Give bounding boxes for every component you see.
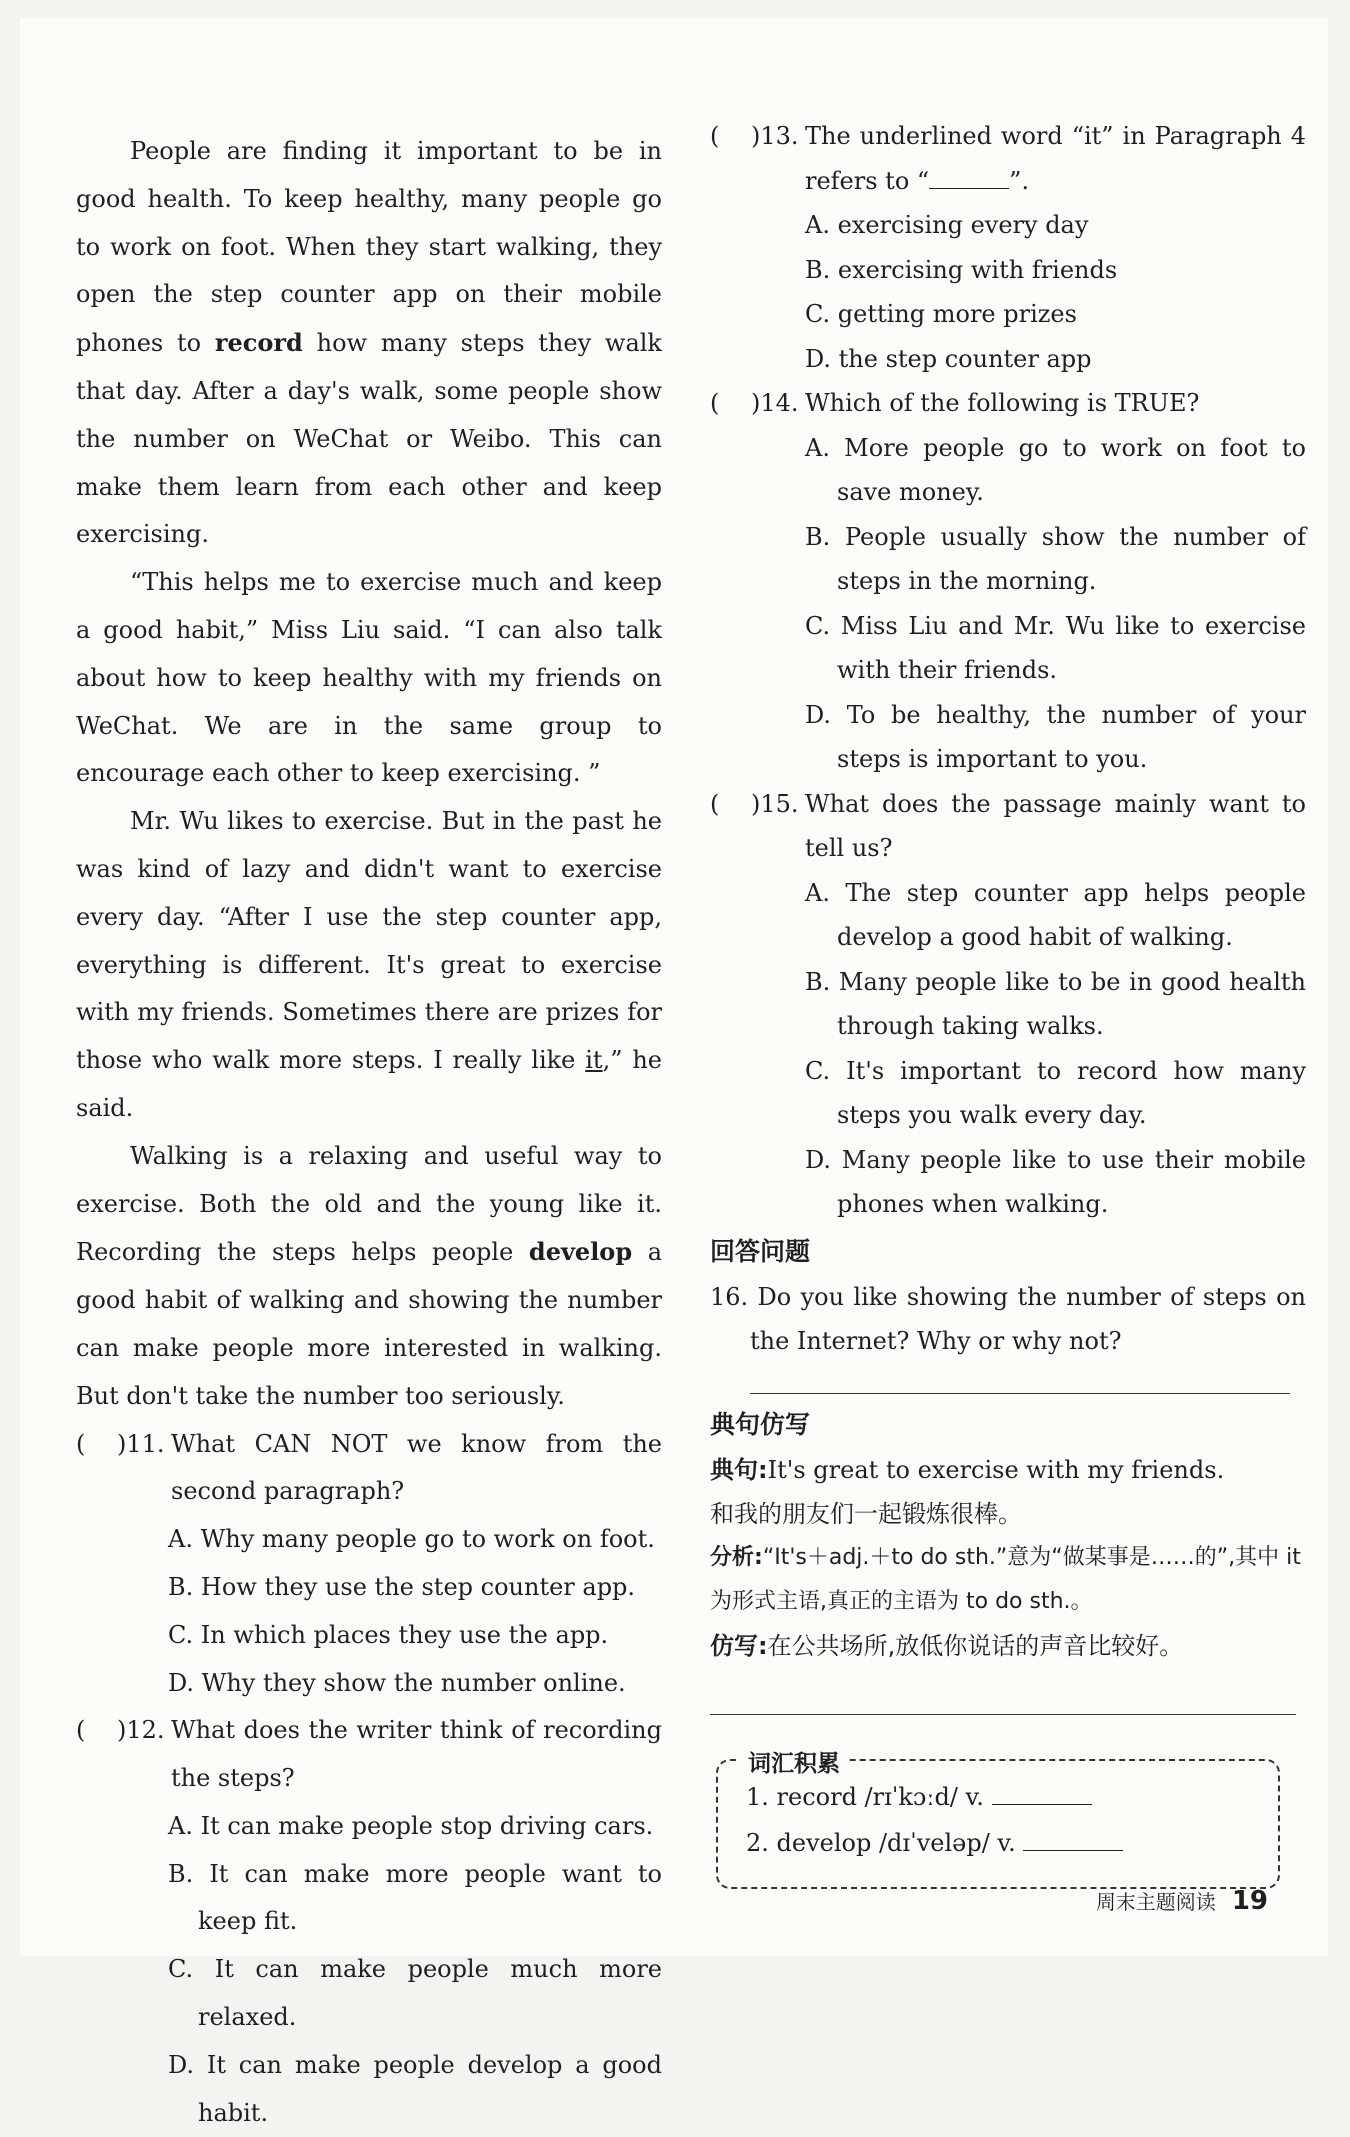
option-c: C. getting more prizes — [805, 300, 1077, 328]
question-12 — [76, 1707, 662, 2137]
question-14 — [710, 381, 1306, 782]
example-text: It's great to exercise with my friends. — [767, 1455, 1225, 1484]
fill-blank[interactable] — [929, 168, 1009, 189]
vocab-blank[interactable] — [992, 1786, 1092, 1805]
page — [20, 18, 1328, 2127]
passage-paragraph-1 — [76, 128, 662, 559]
passage-text: Walking is a relaxing and useful way to exercise. Both the old and the young like it. Recording the steps helps people — [76, 1141, 662, 1267]
imitation-answer-line[interactable] — [710, 1668, 1296, 1715]
page-footer — [1096, 1886, 1268, 1916]
question-stem — [710, 114, 1306, 203]
underlined-word: it — [585, 1046, 603, 1075]
answer-section-title: 回答问题 — [710, 1236, 811, 1266]
example-translation: 和我的朋友们一起锻炼很棒。 — [710, 1499, 1022, 1528]
vocab-title: 词汇积累 — [740, 1745, 848, 1778]
option-b: B. It can make more people want to keep fit. — [168, 1859, 662, 1936]
imitation-task — [710, 1624, 1306, 1668]
question-13 — [710, 114, 1306, 381]
passage-paragraph-3 — [76, 798, 662, 1133]
answer-bracket[interactable]: ( )11. — [76, 1429, 165, 1458]
keyword-develop: develop — [528, 1237, 633, 1267]
keyword-record: record — [214, 328, 303, 358]
left-column — [76, 128, 662, 2137]
right-column — [710, 114, 1306, 1889]
option-b: B. How they use the step counter app. — [168, 1572, 636, 1601]
vocab-box — [716, 1750, 1280, 1889]
option-a: A. exercising every day — [805, 211, 1089, 239]
option-c: C. Miss Liu and Mr. Wu like to exercise with their friends. — [805, 611, 1306, 684]
footer-label: 周末主题阅读 — [1095, 1890, 1216, 1914]
vocab-text: 1. record /rɪˈkɔːd/ v. — [746, 1782, 984, 1811]
passage-text: a good habit of walking and showing the number can make people more interested in walking. But don't take the number too seriously. — [76, 1238, 663, 1410]
passage-text: Mr. Wu likes to exercise. But in the past he was kind of lazy and didn't want to exercise every day. “After I use the step counter app, everything is different. It's great to exercise with my friends. Sometimes there are prizes for those who walk more steps. I really like — [76, 807, 662, 1075]
answer-bracket[interactable]: ( )12. — [76, 1716, 165, 1745]
passage-text: People are finding it important to be in good health. To keep healthy, many people go to work on foot. When they start walking, they open the step counter app on their mobile phones to — [76, 137, 662, 358]
option-c: C. In which places they use the app. — [168, 1620, 609, 1649]
option-a: A. Why many people go to work on foot. — [168, 1525, 655, 1554]
imitation-section-title: 典句仿写 — [710, 1409, 811, 1439]
imitate-text: 在公共场所,放低你说话的声音比较好。 — [767, 1631, 1184, 1660]
question-15 — [710, 782, 1306, 1227]
vocab-item-record — [746, 1783, 1092, 1811]
option-c: C. It can make people much more relaxed. — [168, 1955, 662, 2032]
answer-line[interactable] — [750, 1363, 1290, 1394]
vocab-blank[interactable] — [1023, 1832, 1123, 1851]
option-a: A. The step counter app helps people develop a good habit of walking. — [805, 878, 1306, 951]
vocab-item-develop — [746, 1829, 1123, 1857]
question-stem: What does the passage mainly want to tell us? — [805, 789, 1306, 862]
passage-text: how many steps they walk that day. After a day's walk, some people show the number on WeChat or Weibo. This can make them learn from each other and keep exercising. — [76, 329, 662, 549]
answer-bracket[interactable]: ( )15. — [710, 789, 799, 818]
passage-paragraph-2: “This helps me to exercise much and keep a good habit,” Miss Liu said. “I can also talk about how to keep healthy with my friends on WeChat. We are in the same group to encourage each other to keep exercising. ” — [76, 568, 662, 788]
question-stem: Which of the following is TRUE? — [805, 389, 1200, 417]
option-b: B. People usually show the number of steps in the morning. — [805, 522, 1306, 595]
question-stem: What does the writer think of recording the steps? — [171, 1716, 662, 1793]
imitate-label: 仿写: — [710, 1631, 768, 1660]
question-11 — [76, 1421, 662, 1708]
option-d: D. Many people like to use their mobile phones when walking. — [805, 1145, 1306, 1218]
vocab-text: 2. develop /dɪˈveləp/ v. — [746, 1828, 1016, 1857]
option-a: A. It can make people stop driving cars. — [168, 1811, 654, 1840]
question-stem-text: ”. — [1009, 166, 1030, 195]
example-label: 典句: — [710, 1455, 768, 1484]
analysis-text: “It's＋adj.＋to do sth.”意为“做某事是……的”,其中 it 为形式主语,真正的主语为 to do sth.。 — [710, 1544, 1301, 1614]
answer-bracket[interactable]: ( )14. — [710, 389, 799, 417]
question-16: 16. Do you like showing the number of steps on the Internet? Why or why not? — [710, 1282, 1306, 1355]
option-d: D. Why they show the number online. — [168, 1668, 626, 1697]
option-c: C. It's important to record how many steps you walk every day. — [805, 1056, 1306, 1129]
option-b: B. Many people like to be in good health through taking walks. — [805, 967, 1306, 1040]
question-stem: What CAN NOT we know from the second paragraph? — [171, 1429, 662, 1506]
option-b: B. exercising with friends — [805, 255, 1118, 284]
passage-paragraph-4 — [76, 1133, 662, 1421]
question-stem-text: The underlined word “it” in Paragraph 4 refers to “ — [805, 122, 1306, 195]
option-d: D. It can make people develop a good habit. — [168, 2050, 662, 2127]
passage-text: ,” he said. — [76, 1046, 662, 1122]
example-sentence — [710, 1448, 1306, 1492]
option-d: D. the step counter app — [805, 344, 1092, 373]
answer-bracket[interactable]: ( )13. — [710, 122, 799, 150]
option-d: D. To be healthy, the number of your steps is important to you. — [805, 700, 1306, 773]
analysis-label: 分析: — [710, 1544, 763, 1570]
option-a: A. More people go to work on foot to save money. — [805, 433, 1306, 506]
page-number: 19 — [1231, 1886, 1268, 1916]
analysis — [710, 1536, 1306, 1624]
